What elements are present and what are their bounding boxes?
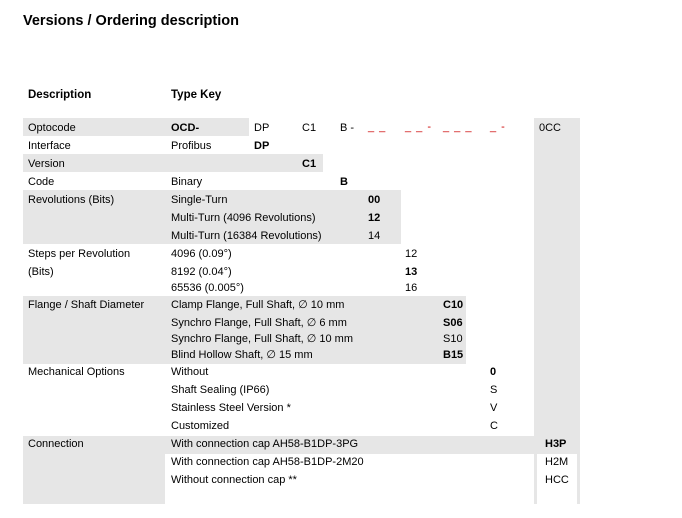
connection-option: Without connection cap **	[171, 474, 297, 486]
key-c1: C1	[302, 122, 317, 134]
mechanical-code: 0	[490, 366, 497, 378]
mechanical-option: Customized	[171, 420, 230, 432]
revolutions-code: 12	[368, 212, 381, 224]
revolutions-code: 00	[368, 194, 381, 206]
connection-option: With connection cap AH58-B1DP-3PG	[171, 438, 359, 450]
header-type-key: Type Key	[171, 89, 222, 101]
version-code: C1	[302, 158, 317, 170]
mechanical-option: Stainless Steel Version *	[171, 402, 291, 414]
page-title: Versions / Ordering description	[23, 13, 239, 29]
flange-code: C10	[443, 299, 464, 311]
flange-label: Flange / Shaft Diameter	[28, 299, 145, 311]
revolutions-option: Multi-Turn (4096 Revolutions)	[171, 212, 316, 224]
header-description: Description	[28, 89, 92, 101]
steps-option: 65536 (0.005°)	[171, 282, 244, 294]
key-field-revolutions: _ _	[368, 121, 387, 133]
code-label: Code	[28, 176, 55, 188]
mechanical-option: Shaft Sealing (IP66)	[171, 384, 270, 396]
bg-connection-desc	[23, 454, 165, 504]
optocode-label: Optocode	[28, 122, 76, 134]
steps-label-bits: (Bits)	[28, 266, 54, 278]
connection-code: HCC	[545, 474, 569, 486]
steps-code: 12	[405, 248, 418, 260]
mechanical-code: V	[490, 402, 498, 414]
key-dp: DP	[254, 122, 270, 134]
steps-code: 16	[405, 282, 418, 294]
interface-label: Interface	[28, 140, 71, 152]
steps-label: Steps per Revolution	[28, 248, 131, 260]
mechanical-option: Without	[171, 366, 209, 378]
flange-option: Clamp Flange, Full Shaft, ∅ 10 mm	[171, 299, 345, 311]
flange-code: S06	[443, 317, 463, 329]
version-label: Version	[28, 158, 65, 170]
flange-option: Blind Hollow Shaft, ∅ 15 mm	[171, 349, 313, 361]
mechanical-code: S	[490, 384, 498, 396]
key-b: B -	[340, 122, 355, 134]
key-field-steps: _ _ -	[405, 121, 433, 133]
steps-option: 8192 (0.04°)	[171, 266, 232, 278]
key-suffix: 0CC	[539, 122, 562, 134]
revolutions-code: 14	[368, 230, 381, 242]
flange-code: S10	[443, 333, 463, 345]
connection-label: Connection	[28, 438, 84, 450]
flange-option: Synchro Flange, Full Shaft, ∅ 6 mm	[171, 317, 347, 329]
key-field-mechanical: _ -	[490, 121, 506, 133]
code-code: B	[340, 176, 348, 188]
steps-option: 4096 (0.09°)	[171, 248, 232, 260]
key-field-flange: _ _ _	[443, 121, 473, 133]
mechanical-code: C	[490, 420, 498, 432]
revolutions-label: Revolutions (Bits)	[28, 194, 115, 206]
connection-code: H3P	[545, 438, 567, 450]
revolutions-option: Multi-Turn (16384 Revolutions)	[171, 230, 322, 242]
flange-option: Synchro Flange, Full Shaft, ∅ 10 mm	[171, 333, 353, 345]
bg-version	[23, 154, 323, 172]
key-prefix: OCD-	[171, 122, 200, 134]
connection-option: With connection cap AH58-B1DP-2M20	[171, 456, 364, 468]
steps-code: 13	[405, 266, 418, 278]
flange-code: B15	[443, 349, 464, 361]
code-value: Binary	[171, 176, 203, 188]
revolutions-option: Single-Turn	[171, 194, 228, 206]
interface-value: Profibus	[171, 140, 212, 152]
mechanical-label: Mechanical Options	[28, 366, 125, 378]
interface-code: DP	[254, 140, 270, 152]
connection-code: H2M	[545, 456, 569, 468]
